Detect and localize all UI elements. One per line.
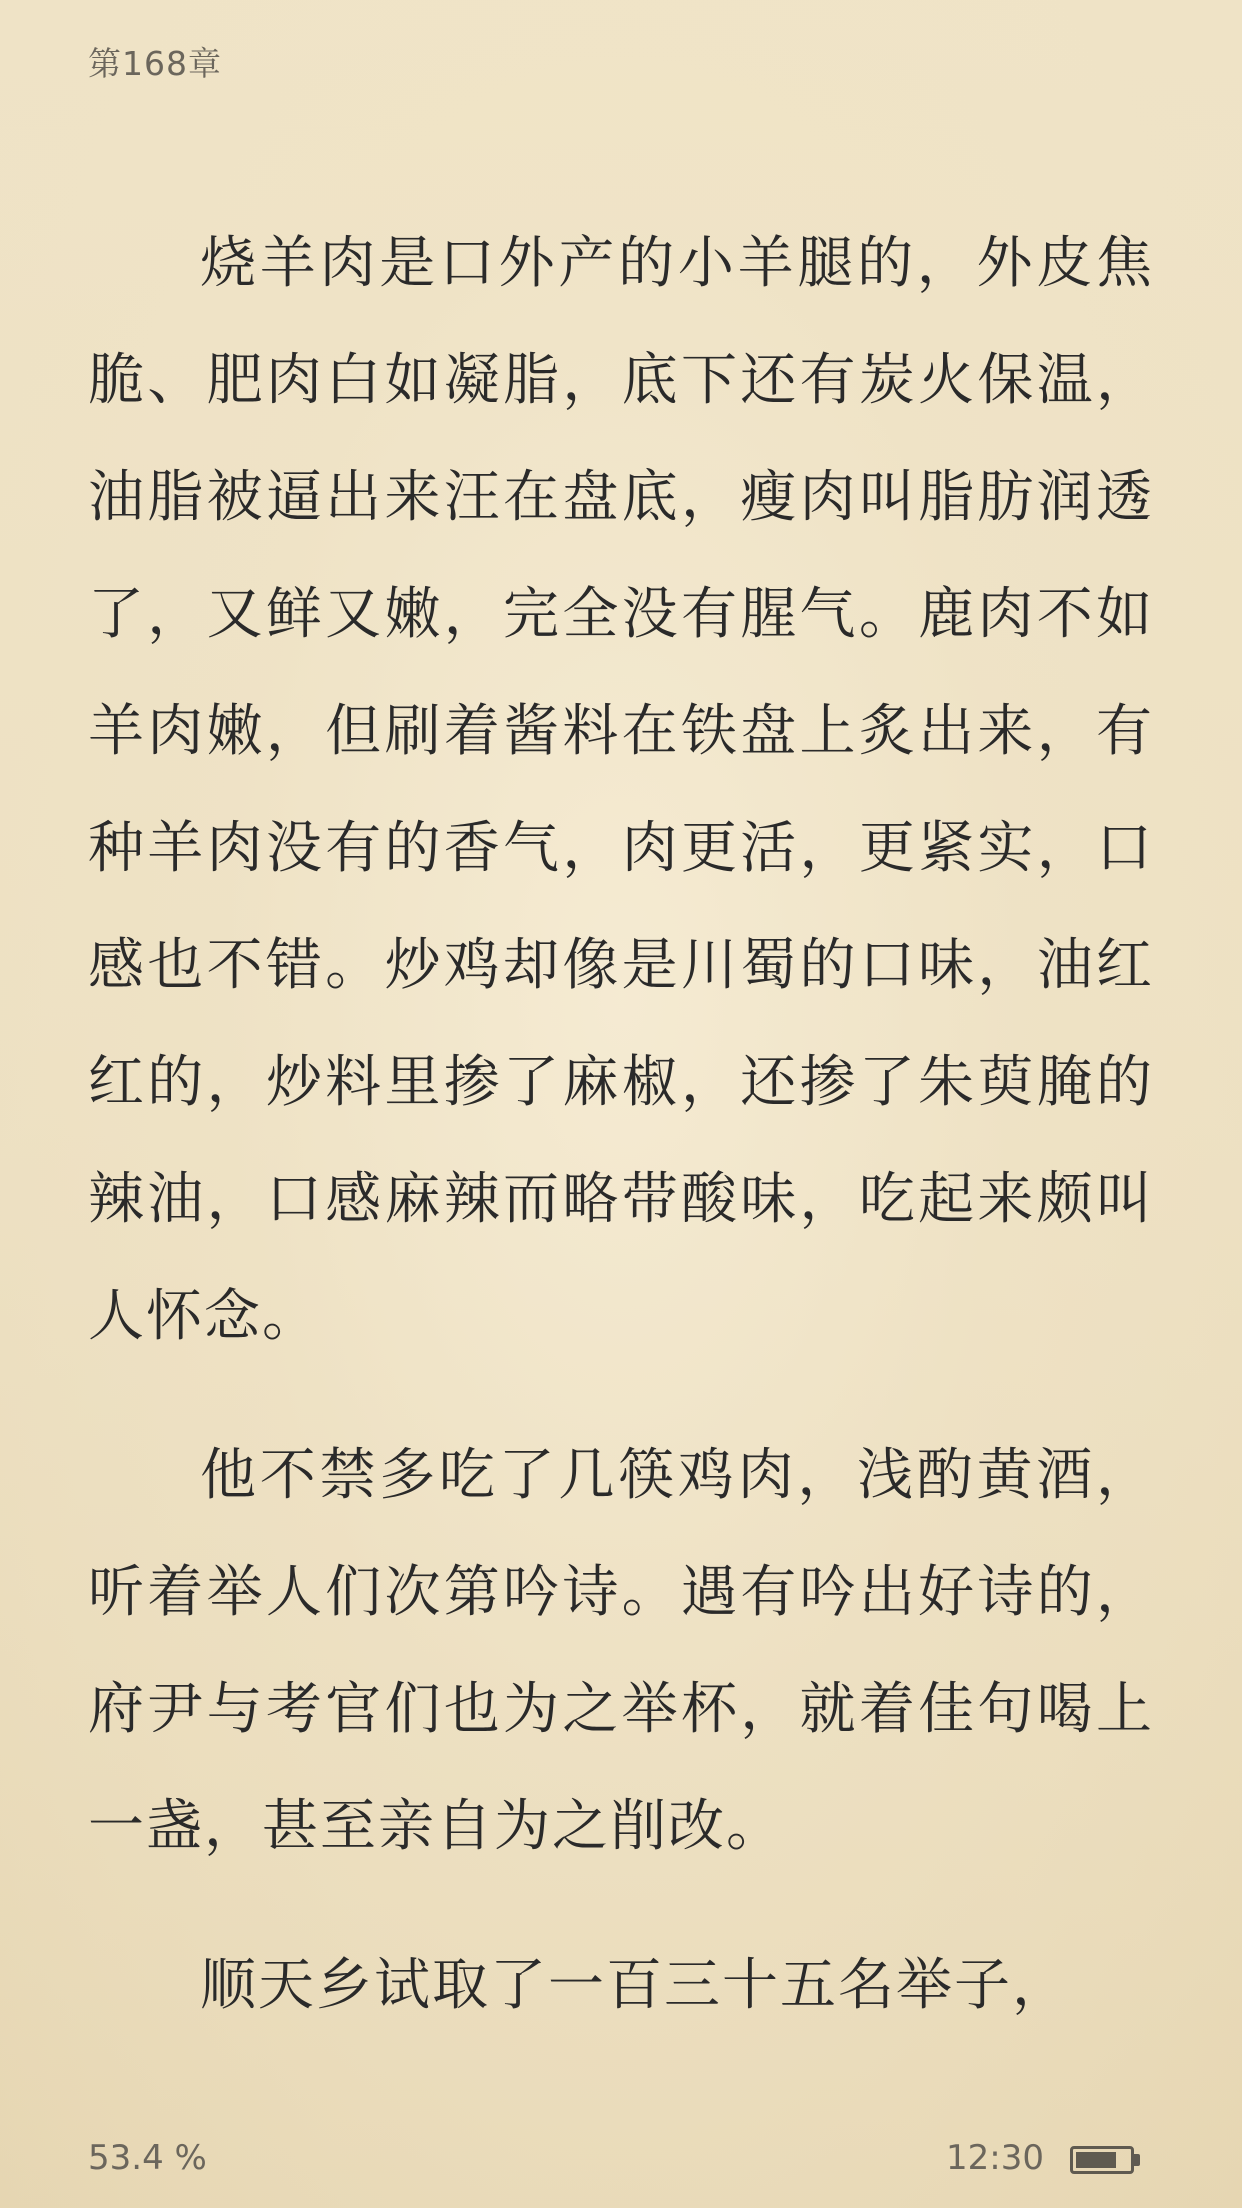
reading-content[interactable] <box>88 205 1154 2086</box>
battery-fill <box>1076 2152 1116 2168</box>
status-footer <box>0 2098 1242 2208</box>
paragraph-1: 烧羊肉是口外产的小羊腿的，外皮焦脆、肥肉白如凝脂，底下还有炭火保温，油脂被逼出来汪在盘底，瘦肉叫脂肪润透了，又鲜又嫩，完全没有腥气。鹿肉不如羊肉嫩，但刷着酱料在铁盘上炙出来，有种羊肉没有的香气，肉更活，更紧实，口感也不错。炒鸡却像是川蜀的口味，油红红的，炒料里掺了麻椒，还掺了朱萸腌的辣油，口感麻辣而略带酸味，吃起来颇叫人怀念。 <box>88 231 1154 1349</box>
reading-progress: 53.4 % <box>88 2138 207 2178</box>
paragraph-3: 顺天乡试取了一百三十五名举子， <box>200 1953 1070 2018</box>
battery-icon <box>1070 2146 1134 2174</box>
paragraph-2: 他不禁多吃了几筷鸡肉，浅酌黄酒，听着举人们次第吟诗。遇有吟出好诗的，府尹与考官们也为之举杯，就着佳句喝上一盏，甚至亲自为之削改。 <box>88 1443 1154 1859</box>
battery-tip-icon <box>1134 2154 1140 2166</box>
clock-time: 12:30 <box>946 2138 1044 2178</box>
chapter-title: 第168章 <box>88 44 222 83</box>
